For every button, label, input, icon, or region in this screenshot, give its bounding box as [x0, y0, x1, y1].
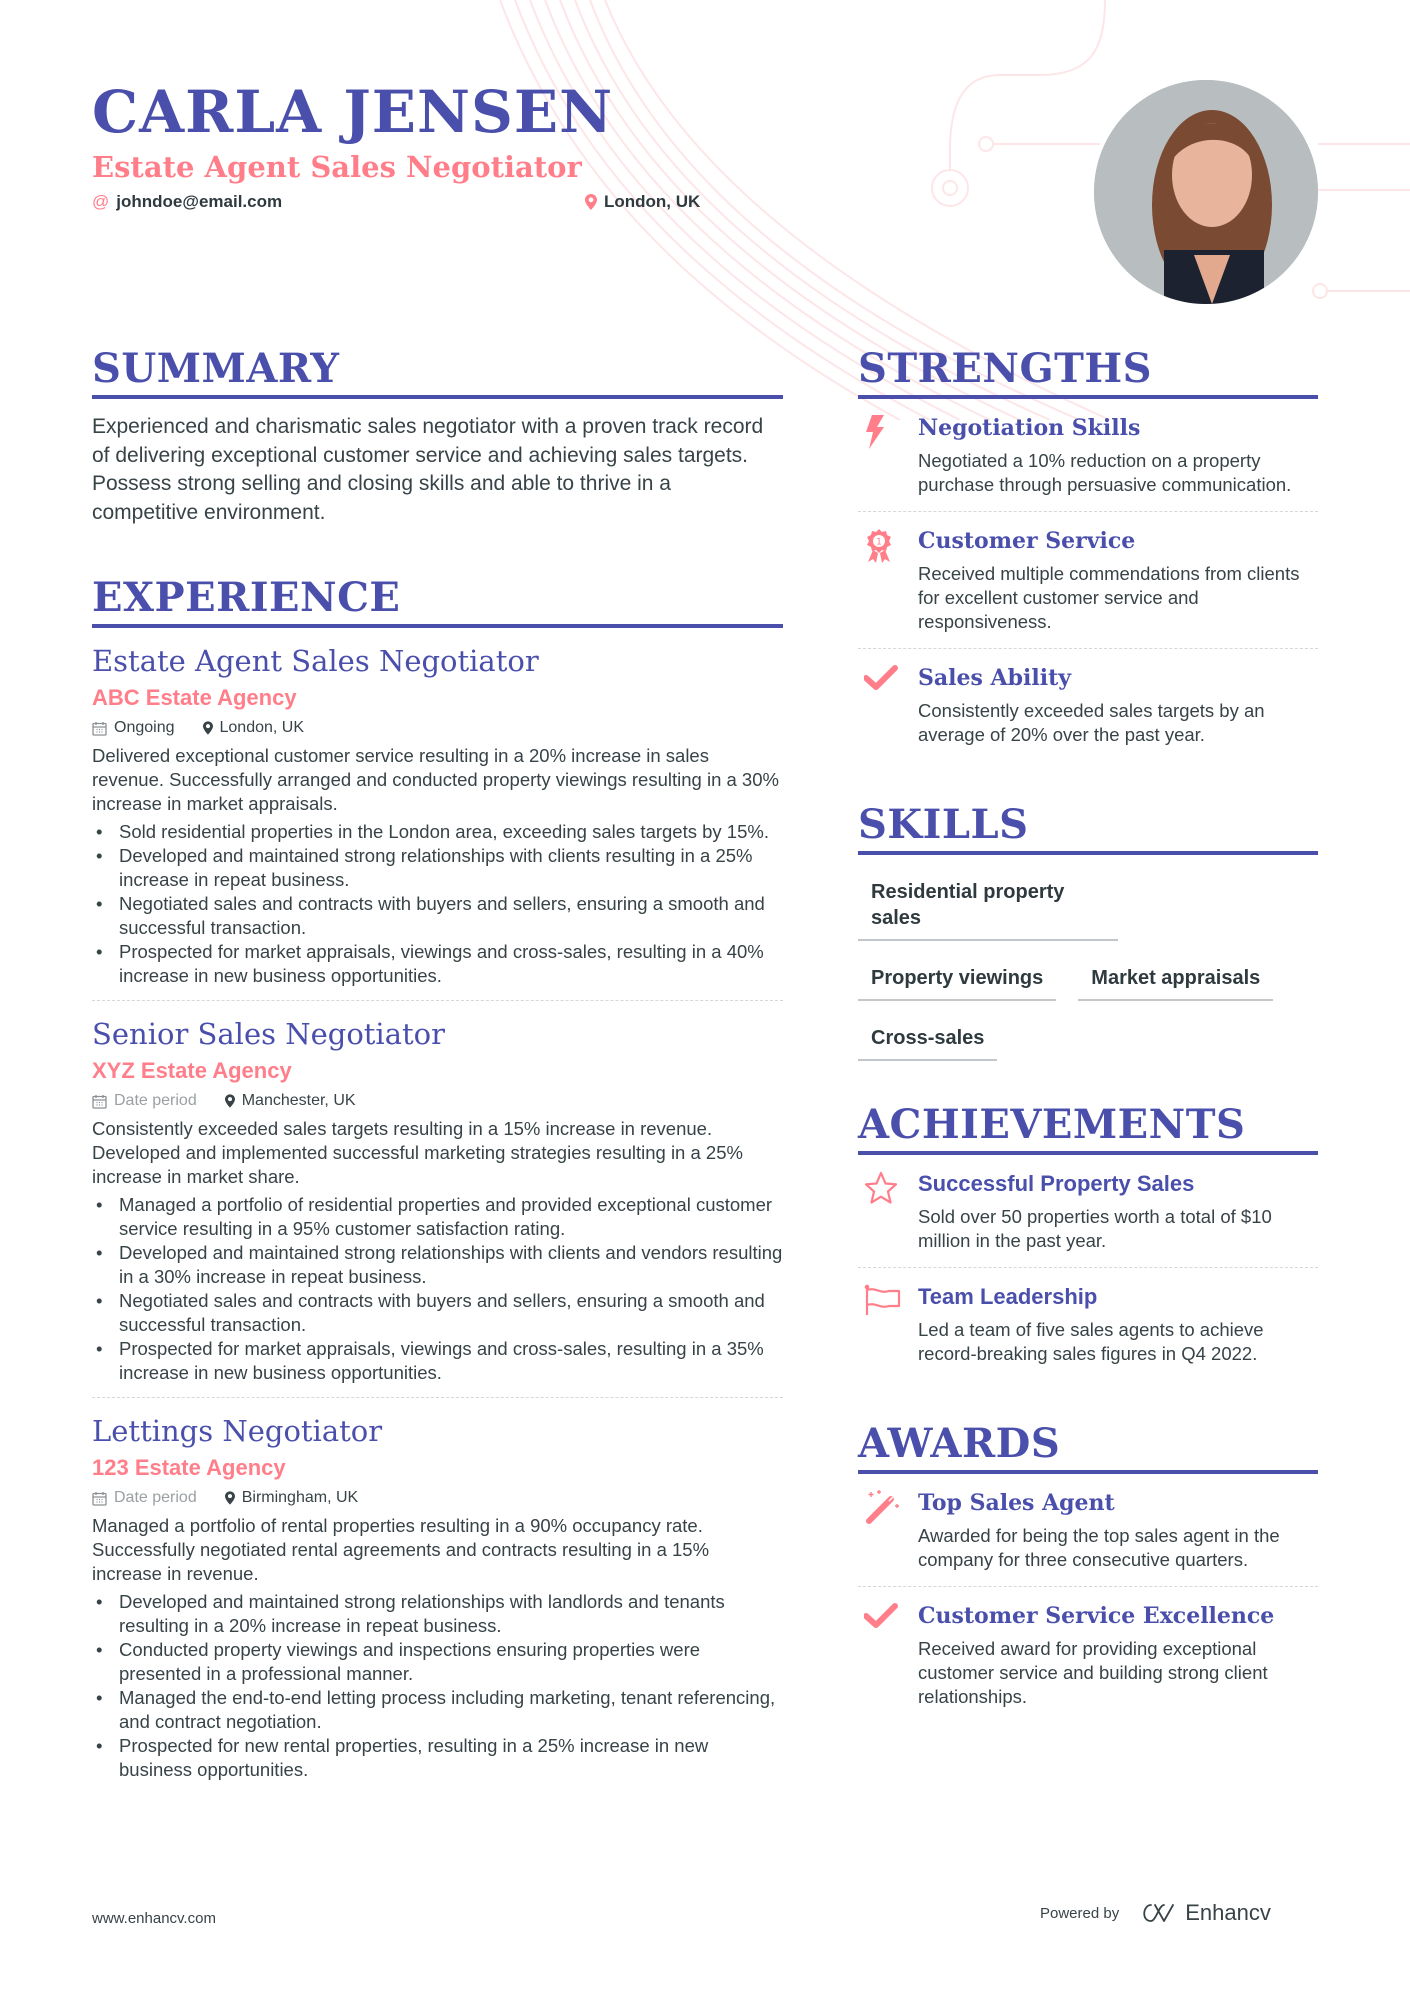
svg-text:1: 1	[876, 537, 882, 548]
magic-wand-icon	[864, 1490, 900, 1524]
strength-description: Received multiple commendations from clients for excellent customer service and responsiveness.	[918, 563, 1300, 632]
award-item	[858, 1474, 1318, 1586]
section-title-summary: SUMMARY	[92, 345, 340, 392]
job-bullets	[92, 820, 783, 988]
job-bullet: • Managed a portfolio of residential properties and provided exceptional customer service resulting in a 95% customer satisfaction rating.	[92, 1193, 783, 1241]
section-title-skills: SKILLS	[858, 801, 1029, 848]
right-column	[858, 345, 1318, 1723]
job-bullet: • Developed and maintained strong relationships with landlords and tenants resulting in a 20% increase in repeat business.	[92, 1590, 783, 1638]
avatar	[1094, 80, 1318, 304]
strength-title: Customer Service	[918, 528, 1136, 554]
strength-description: Consistently exceeded sales targets by an average of 20% over the past year.	[918, 700, 1265, 745]
job-title: Senior Sales Negotiator	[92, 1017, 445, 1052]
job-meta	[92, 1089, 783, 1113]
map-pin-icon	[585, 194, 597, 210]
award-ribbon-icon	[864, 528, 894, 564]
brand-name: Enhancv	[1185, 1900, 1271, 1925]
contact-email[interactable]	[92, 192, 282, 212]
job-location-text: Birmingham, UK	[241, 1489, 359, 1507]
calendar-icon	[92, 1094, 107, 1109]
job-location	[225, 1089, 356, 1113]
lightning-icon	[864, 415, 886, 449]
award-description: Received award for providing exceptional customer service and building strong client relationships.	[918, 1638, 1268, 1707]
powered-by-label: Powered by	[1040, 1904, 1120, 1922]
summary-section	[92, 345, 783, 527]
job-bullet: • Prospected for market appraisals, viewings and cross-sales, resulting in a 40% increase in new business opportunities.	[92, 940, 783, 988]
section-title-strengths: STRENGTHS	[858, 345, 1153, 392]
job-location-text: London, UK	[219, 719, 305, 737]
calendar-icon	[92, 1491, 107, 1506]
skill-tag: Cross-sales	[858, 1019, 997, 1061]
map-pin-icon	[225, 1094, 235, 1108]
job-bullet: • Developed and maintained strong relationships with clients resulting in a 25% increase in repeat business.	[92, 844, 783, 892]
job-bullet: • Conducted property viewings and inspections ensuring properties were presented in a professional manner.	[92, 1638, 783, 1686]
map-pin-icon	[203, 721, 213, 735]
job-bullets	[92, 1590, 783, 1782]
job-date	[92, 716, 175, 740]
job-description: Delivered exceptional customer service resulting in a 20% increase in sales revenue. Successfully arranged and conducted property viewings resulting in a 30% increase in market appraisals.	[92, 745, 779, 815]
job-bullet: • Negotiated sales and contracts with buyers and sellers, ensuring a smooth and successful transaction.	[92, 1289, 783, 1337]
job-bullet: • Managed the end-to-end letting process including marketing, tenant referencing, and contract negotiation.	[92, 1686, 783, 1734]
achievement-item	[858, 1268, 1318, 1380]
brand-logo[interactable]	[1139, 1900, 1271, 1926]
awards-section	[858, 1420, 1318, 1723]
section-divider	[92, 395, 783, 399]
job-date-text: Date period	[114, 1092, 197, 1110]
experience-section	[92, 574, 783, 1782]
job-location	[203, 716, 305, 740]
job-bullet: • Prospected for new rental properties, resulting in a 25% increase in new business opportunities.	[92, 1734, 783, 1782]
checkmark-icon	[864, 1603, 898, 1629]
job-title: Lettings Negotiator	[92, 1414, 383, 1449]
job-company: 123 Estate Agency	[92, 1455, 286, 1481]
job-date-text: Ongoing	[114, 719, 175, 737]
achievement-title: Successful Property Sales	[918, 1171, 1195, 1196]
contact-location	[585, 192, 700, 212]
award-title: Top Sales Agent	[918, 1490, 1115, 1516]
job-meta	[92, 716, 783, 740]
job-description: Managed a portfolio of rental properties resulting in a 90% occupancy rate. Successfully negotiated rental agreements and contracts resulting in a 15% increase in revenue.	[92, 1515, 710, 1585]
strengths-section	[858, 345, 1318, 761]
award-item	[858, 1587, 1318, 1723]
achievement-description: Sold over 50 properties worth a total of $10 million in the past year.	[918, 1206, 1272, 1251]
strength-item	[858, 512, 1318, 648]
summary-text: Experienced and charismatic sales negotiator with a proven track record of delivering exceptional customer service and achieving sales targets. Possess strong selling and closing skills and able to thrive in a competitive environment.	[92, 415, 764, 524]
candidate-name: CARLA JENSEN	[92, 78, 614, 146]
experience-entry	[92, 1398, 783, 1782]
job-company: ABC Estate Agency	[92, 685, 297, 711]
achievement-description: Led a team of five sales agents to achieve record-breaking sales figures in Q4 2022.	[918, 1319, 1264, 1364]
section-title-achievements: ACHIEVEMENTS	[858, 1101, 1246, 1148]
calendar-icon	[92, 721, 107, 736]
strength-title: Sales Ability	[918, 665, 1072, 691]
skill-tag: Residential property sales	[858, 873, 1118, 941]
job-company: XYZ Estate Agency	[92, 1058, 292, 1084]
strength-item	[858, 649, 1318, 761]
award-description: Awarded for being the top sales agent in the company for three consecutive quarters.	[918, 1525, 1280, 1570]
job-date	[92, 1486, 197, 1510]
skill-tag: Market appraisals	[1078, 959, 1273, 1001]
job-bullet: • Developed and maintained strong relationships with clients and vendors resulting in a 30% increase in repeat business.	[92, 1241, 783, 1289]
enhancv-logo-icon	[1139, 1902, 1177, 1924]
job-meta	[92, 1486, 783, 1510]
section-title-experience: EXPERIENCE	[92, 574, 401, 622]
job-bullet: • Prospected for market appraisals, viewings and cross-sales, resulting in a 35% increase in new business opportunities.	[92, 1337, 783, 1385]
skill-tag: Property viewings	[858, 959, 1056, 1001]
job-bullets	[92, 1193, 783, 1385]
skills-list	[858, 873, 1318, 1079]
candidate-headline: Estate Agent Sales Negotiator	[92, 150, 582, 184]
footer-website-link[interactable]: www.enhancv.com	[92, 1910, 216, 1927]
achievements-section	[858, 1101, 1318, 1380]
job-description: Consistently exceeded sales targets resulting in a 15% increase in revenue. Developed and implemented successful marketing strategies resulting in a 25% increase in market share.	[92, 1118, 743, 1188]
footer-branding	[1040, 1900, 1271, 1926]
achievement-title: Team Leadership	[918, 1284, 1098, 1309]
at-icon: @	[92, 192, 110, 211]
award-title: Customer Service Excellence	[918, 1603, 1275, 1629]
flag-icon	[864, 1284, 902, 1316]
strength-item	[858, 399, 1318, 511]
job-date	[92, 1089, 197, 1113]
skills-section	[858, 801, 1318, 1079]
job-location-text: Manchester, UK	[241, 1092, 356, 1110]
section-title-awards: AWARDS	[858, 1420, 1061, 1467]
section-divider	[858, 851, 1318, 855]
strength-description: Negotiated a 10% reduction on a property purchase through persuasive communication.	[918, 450, 1292, 495]
job-bullet: • Negotiated sales and contracts with buyers and sellers, ensuring a smooth and successful transaction.	[92, 892, 783, 940]
profile-photo	[1094, 80, 1318, 304]
location-text: London, UK	[604, 192, 701, 211]
strength-title: Negotiation Skills	[918, 415, 1141, 441]
checkmark-icon	[864, 665, 898, 691]
experience-entry	[92, 1001, 783, 1398]
job-bullet: • Sold residential properties in the London area, exceeding sales targets by 15%.	[92, 820, 783, 844]
star-icon	[864, 1171, 898, 1205]
left-column	[92, 345, 783, 1782]
email-text: johndoe@email.com	[116, 192, 283, 211]
experience-entry	[92, 628, 783, 1001]
job-title: Estate Agent Sales Negotiator	[92, 644, 539, 679]
achievement-item	[858, 1155, 1318, 1267]
map-pin-icon	[225, 1491, 235, 1505]
job-date-text: Date period	[114, 1489, 197, 1507]
job-location	[225, 1486, 358, 1510]
